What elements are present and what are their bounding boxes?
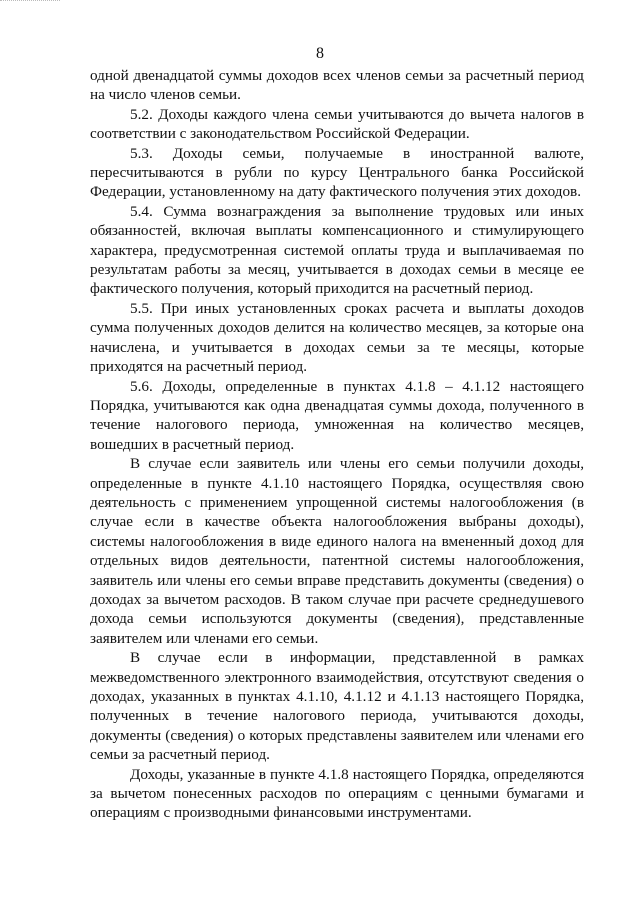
paragraph-securities-income: Доходы, указанные в пункте 4.1.8 настоящего Порядка, определяются за вычетом понесенных расходов по операциям с ценными бумагами и операциям с производными финансовыми инструментами. [90, 765, 584, 822]
paragraph-5-2: 5.2. Доходы каждого члена семьи учитываются до вычета налогов в соответствии с законодательством Российской Федерации. [90, 105, 584, 143]
paragraph-simplified-tax: В случае если заявитель или члены его семьи получили доходы, определенные в пункте 4.1.10 настоящего Порядка, осуществляя свою деятельность с применением упрощенной системы налогообложения (в случае если в качестве объекта налогообложения выбраны доходы), системы налогообложения в виде единого налога на вмененный доход для отдельных видов деятельности, патентной системы налогообложения, заявитель или члены его семьи вправе представить документы (сведения) о доходах за вычетом расходов. В таком случае при расчете среднедушевого дохода семьи используются документы (сведения), представленные заявителем или членами его семьи. [90, 455, 584, 647]
document-body [90, 66, 584, 823]
paragraph-5-3: 5.3. Доходы семьи, получаемые в иностранной валюте, пересчитываются в рубли по курсу Центрального банка Российской Федерации, установленному на дату фактического получения этих доходов. [90, 144, 584, 201]
paragraph-5-6: 5.6. Доходы, определенные в пунктах 4.1.8 – 4.1.12 настоящего Порядка, учитываются как одна двенадцатая суммы дохода, полученного в течение налогового периода, умноженная на количество месяцев, вошедших в расчетный период. [90, 377, 584, 453]
paragraph-5-4: 5.4. Сумма вознаграждения за выполнение трудовых или иных обязанностей, включая выплаты компенсационного и стимулирующего характера, предусмотренная системой оплаты труда и выплачиваемая по результатам работы за месяц, учитывается в доходах семьи в месяце ее фактического получения, который приходится на расчетный период. [90, 202, 584, 298]
page-number: 8 [316, 45, 324, 62]
paragraph-5-5: 5.5. При иных установленных сроках расчета и выплаты доходов сумма полученных доходов делится на количество месяцев, за которые она начислена, и учитывается в доходах семьи за те месяцы, которые приходятся на расчетный период. [90, 299, 584, 376]
scan-artifact [0, 0, 60, 4]
paragraph-continuation: одной двенадцатой суммы доходов всех членов семьи за расчетный период на число членов семьи. [90, 67, 584, 104]
paragraph-interagency-info: В случае если в информации, представленной в рамках межведомственного электронного взаимодействия, отсутствуют сведения о доходах, указанных в пунктах 4.1.10, 4.1.12 и 4.1.13 настоящего Порядка, полученных в течение налогового периода, учитываются доходы, документы (сведения) о которых представлены заявителем или членами его семьи за расчетный период. [90, 649, 584, 764]
